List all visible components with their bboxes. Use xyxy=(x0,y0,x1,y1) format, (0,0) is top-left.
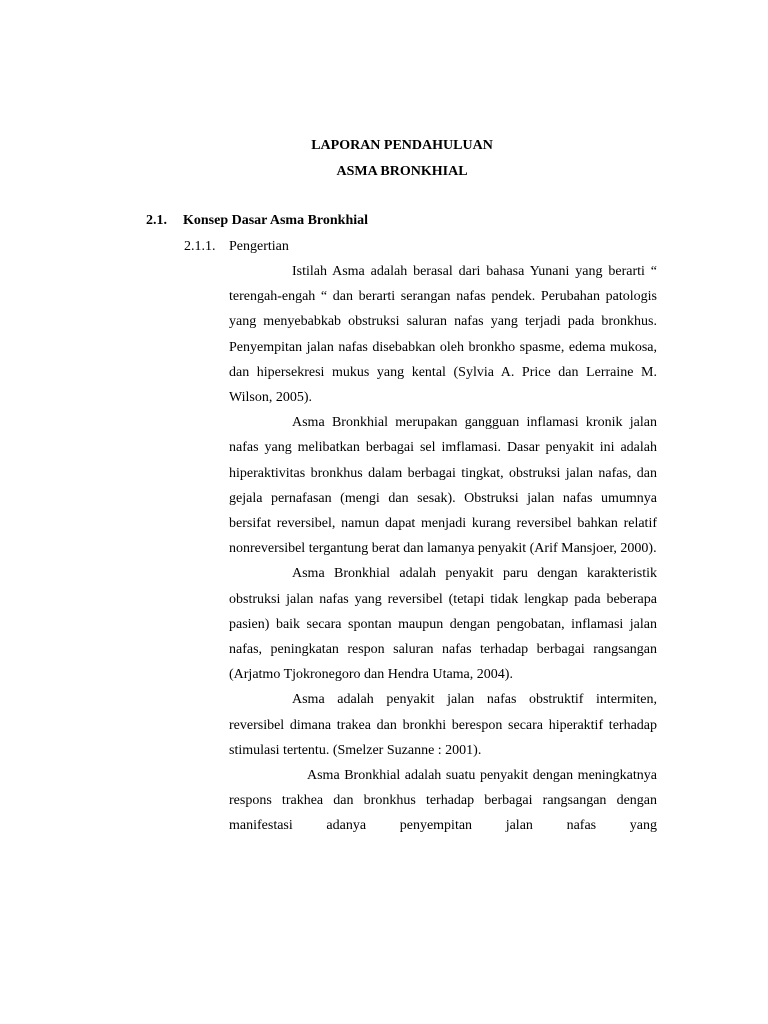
body-text xyxy=(229,259,657,839)
paragraph: Istilah Asma adalah berasal dari bahasa Yunani yang berarti “ terengah-engah “ dan berarti serangan nafas pendek. Perubahan patologis yang menyebabkab obstruksi saluran nafas yang terjadi pada bronkhus. Penyempitan jalan nafas disebabkan oleh bronkho spasme, edema mukosa, dan hipersekresi mukus yang kental (Sylvia A. Price dan Lerraine M. Wilson, 2005). xyxy=(229,264,657,406)
subsection-heading xyxy=(184,238,289,256)
paragraph: Asma adalah penyakit jalan nafas obstruktif intermiten, reversibel dimana trakea dan bronkhi berespon secara hiperaktif terhadap stimulasi tertentu. (Smelzer Suzanne : 2001). xyxy=(229,692,657,758)
paragraph: Asma Bronkhial merupakan gangguan inflamasi kronik jalan nafas yang melibatkan berbagai sel imflamasi. Dasar penyakit ini adalah hiperaktivitas bronkhus dalam berbagai tingkat, obstruksi jalan nafas, dan gejala pernafasan (mengi dan sesak). Obstruksi jalan nafas umumnya bersifat reversibel, namun dapat menjadi kurang reversibel bahkan relatif nonreversibel tergantung berat dan lamanya penyakit (Arif Mansjoer, 2000). xyxy=(229,415,657,557)
section-heading xyxy=(146,212,368,230)
subsection-number: 2.1.1. xyxy=(184,239,216,254)
paragraph: Asma Bronkhial adalah penyakit paru dengan karakteristik obstruksi jalan nafas yang reversibel (tetapi tidak lengkap pada beberapa pasien) baik secara spontan maupun dengan pengobatan, inflamasi jalan nafas, peningkatan respon saluran nafas terhadap berbagai rangsangan (Arjatmo Tjokronegoro dan Hendra Utama, 2004). xyxy=(229,566,657,683)
section-number: 2.1. xyxy=(146,213,167,228)
section-title: Konsep Dasar Asma Bronkhial xyxy=(183,213,369,228)
document-title: LAPORAN PENDAHULUAN xyxy=(311,138,493,153)
subsection-title: Pengertian xyxy=(229,239,289,254)
document-subtitle: ASMA BRONKHIAL xyxy=(336,164,468,179)
paragraph: Asma Bronkhial adalah suatu penyakit dengan meningkatnya respons trakhea dan bronkhus terhadap berbagai rangsangan dengan manifestasi adanya penyempitan jalan nafas yang xyxy=(229,768,657,834)
